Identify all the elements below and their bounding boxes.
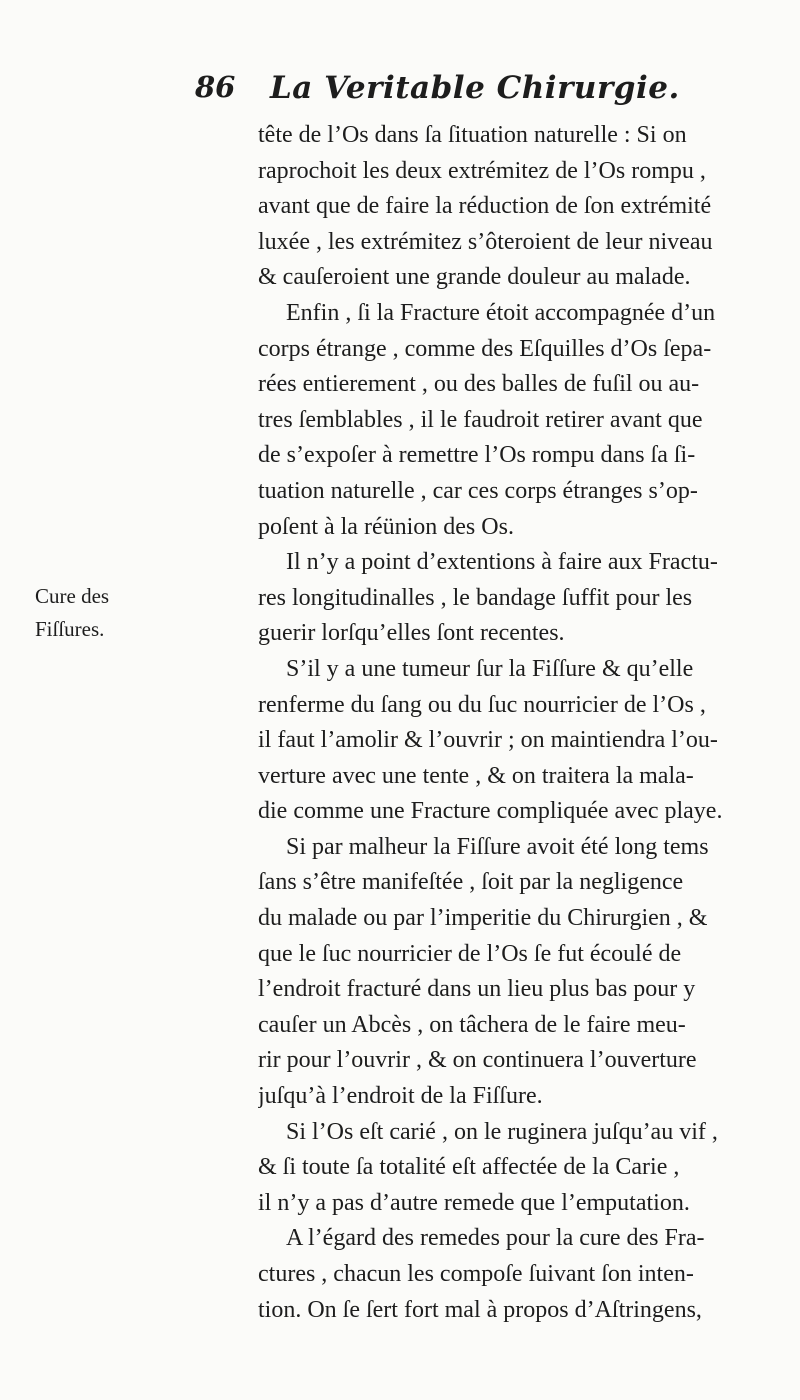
text-line: l’endroit fracturé dans un lieu plus bas pour y	[258, 976, 696, 1003]
marginal-note	[35, 580, 155, 646]
text-line: il n’y a pas d’autre remede que l’emputation.	[258, 1189, 690, 1216]
text-line: rir pour l’ouvrir , & on continuera l’ouverture	[258, 1047, 697, 1074]
text-line: il faut l’amolir & l’ouvrir ; on maintiendra l’ou-	[258, 727, 718, 754]
text-line: que le ſuc nourricier de l’Os ſe fut écoulé de	[258, 940, 682, 967]
paragraph-start-line: Enfin , ſi la Fracture étoit accompagnée d’un	[286, 299, 716, 326]
paragraph-start-line: Il n’y a point d’extentions à faire aux Fractu-	[286, 549, 718, 576]
text-line: rées entierement , ou des balles de fuſil ou au-	[258, 371, 700, 398]
text-line: cauſer un Abcès , on tâchera de le faire meu-	[258, 1011, 686, 1038]
text-line: tuation naturelle , car ces corps étranges s’op-	[258, 477, 698, 504]
text-line: tion. On ſe ſert fort mal à propos d’Aſtringens,	[258, 1296, 702, 1323]
text-line: & ſi toute ſa totalité eſt affectée de la Carie ,	[258, 1154, 680, 1181]
running-title: La Veritable Chirurgie.	[270, 70, 680, 106]
page-number: 86	[195, 70, 236, 104]
text-line: avant que de faire la réduction de ſon extrémité	[258, 193, 712, 220]
text-line: ſans s’être manifeſtée , ſoit par la negligence	[258, 869, 684, 896]
marginal-note-line: Cure des	[35, 584, 110, 608]
body-text	[258, 118, 773, 1328]
text-line: corps étrange , comme des Eſquilles d’Os ſepa-	[258, 335, 712, 362]
text-line: die comme une Fracture compliquée avec playe.	[258, 798, 723, 825]
text-line: raprochoit les deux extrémitez de l’Os rompu ,	[258, 157, 706, 184]
text-line: tres ſemblables , il le faudroit retirer avant que	[258, 406, 703, 433]
text-line: res longitudinalles , le bandage ſuffit pour les	[258, 584, 693, 611]
text-line: guerir lorſqu’elles ſont recentes.	[258, 620, 565, 647]
marginal-note-line: Fiſſures.	[35, 617, 105, 641]
paragraph-start-line: Si l’Os eſt carié , on le ruginera juſqu’au vif ,	[286, 1118, 718, 1145]
text-line: & cauſeroient une grande douleur au malade.	[258, 264, 691, 291]
text-line: tête de l’Os dans ſa ſituation naturelle : Si on	[258, 122, 687, 148]
paragraph-start-line: Si par malheur la Fiſſure avoit été long tems	[286, 833, 709, 860]
text-line: verture avec une tente , & on traitera la mala-	[258, 762, 694, 789]
paragraph-start-line: A l’égard des remedes pour la cure des Fra-	[286, 1225, 705, 1252]
text-line: poſent à la réünion des Os.	[258, 513, 514, 540]
page-header	[195, 70, 775, 110]
text-line: juſqu’à l’endroit de la Fiſſure.	[258, 1083, 543, 1110]
text-line: ctures , chacun les compoſe ſuivant ſon inten-	[258, 1261, 694, 1287]
text-line: renferme du ſang ou du ſuc nourricier de l’Os ,	[258, 691, 706, 718]
text-line: de s’expoſer à remettre l’Os rompu dans ſa ſi-	[258, 442, 696, 469]
text-line: du malade ou par l’imperitie du Chirurgien , &	[258, 905, 708, 932]
text-line: luxée , les extrémitez s’ôteroient de leur niveau	[258, 228, 713, 255]
paragraph-start-line: S’il y a une tumeur ſur la Fiſſure & qu’elle	[286, 655, 694, 682]
